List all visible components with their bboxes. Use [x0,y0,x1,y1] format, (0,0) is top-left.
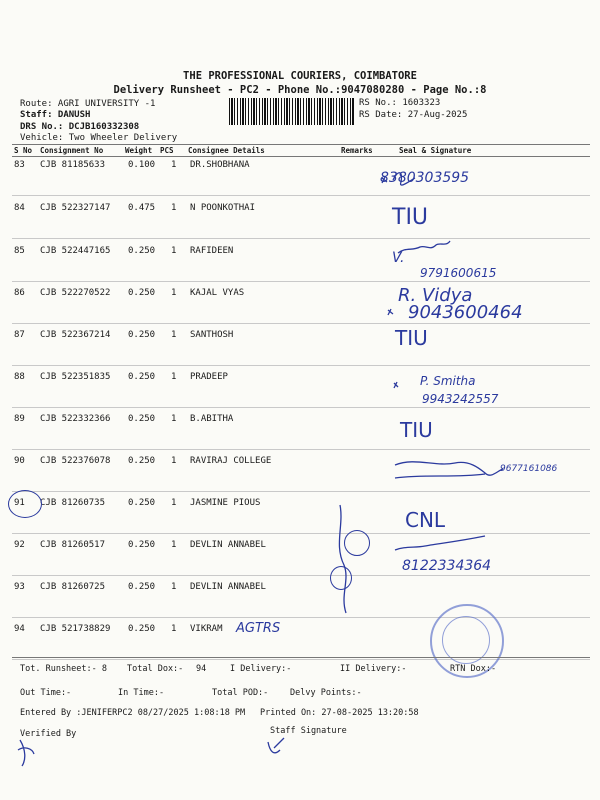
scribble-verified [18,740,34,766]
company-title: THE PROFESSIONAL COURIERS, COIMBATORE [183,70,417,82]
handwriting-r89: TIU [400,418,433,442]
total-dox-value: 94 [196,664,207,674]
cell-sno: 84 [14,203,25,213]
cell-weight: 0.250 [128,288,156,298]
runsheet-subtitle: Delivery Runsheet - PC2 - Phone No.:9047080280 - Page No.:8 [113,84,487,96]
cell-pcs: 1 [171,203,177,213]
handwriting-r86b: 9043600464 [408,302,523,323]
rs-date: RS Date: 27-Aug-2025 [359,110,468,120]
handwriting-r85a: V. [392,250,405,266]
scribble-r85 [398,241,450,253]
cell-cno: CJB 522376078 [40,456,111,466]
handwriting-r91: CNL [405,508,446,532]
cell-sno: 89 [14,414,25,424]
cell-consignee: KAJAL VYAS [190,288,245,298]
cell-sno: 83 [14,160,25,170]
cell-pcs: 1 [171,372,177,382]
cell-cno: CJB 522332366 [40,414,111,424]
cell-sno: 87 [14,330,25,340]
verified-by: Verified By [20,729,77,739]
cell-consignee: RAVIRAJ COLLEGE [190,456,272,466]
cell-sno: 88 [14,372,25,382]
printed-on: Printed On: 27-08-2025 13:20:58 [260,708,419,718]
cell-consignee: B.ABITHA [190,414,234,424]
cell-pcs: 1 [171,288,177,298]
cell-weight: 0.250 [128,624,156,634]
delvy-points: Delvy Points:- [290,688,362,698]
cell-consignee: PRADEEP [190,372,228,382]
cell-cno: CJB 522447165 [40,246,111,256]
cell-weight: 0.100 [128,160,156,170]
tot-runsheet: Tot. Runsheet:- 8 [20,664,107,674]
cell-consignee: JASMINE PIOUS [190,498,261,508]
cell-weight: 0.250 [128,246,156,256]
cell-sno: 91 [14,498,25,508]
cell-cno: CJB 522327147 [40,203,111,213]
staff: Staff: DANUSH [20,110,91,120]
cell-sno: 93 [14,582,25,592]
cell-weight: 0.250 [128,414,156,424]
total-pod: Total POD:- [212,688,269,698]
col-consignment: Consignment No [40,146,104,155]
col-weight: Weight [125,146,153,155]
cell-weight: 0.250 [128,540,156,550]
cell-pcs: 1 [171,540,177,550]
cell-sno: 92 [14,540,25,550]
total-dox: Total Dox:- [127,664,184,674]
cell-weight: 0.250 [128,498,156,508]
col-pcs: PCS [160,146,174,155]
handwriting-r85b: 9791600615 [420,266,497,280]
cell-cno: CJB 522270522 [40,288,111,298]
handwriting-r90: 9677161086 [500,464,558,474]
circle-mark-a [344,530,370,556]
scribble-r88-x [394,382,398,388]
cell-pcs: 1 [171,414,177,424]
cell-consignee: VIKRAM [190,624,223,634]
scribble-staff [268,738,284,753]
cell-cno: CJB 522367214 [40,330,111,340]
cell-pcs: 1 [171,246,177,256]
scribble-r90-line [395,474,485,478]
in-time: In Time:- [118,688,165,698]
scribble-r92 [395,536,485,550]
scribble-r90 [395,462,503,475]
col-sno: S No [14,146,33,155]
cell-cno: CJB 521738829 [40,624,111,634]
cell-consignee: SANTHOSH [190,330,234,340]
cell-sno: 90 [14,456,25,466]
cell-pcs: 1 [171,330,177,340]
scribble-r86-x [388,309,393,315]
col-consignee: Consignee Details [188,146,265,155]
cell-consignee: RAFIDEEN [190,246,234,256]
out-time: Out Time:- [20,688,72,698]
cell-pcs: 1 [171,624,177,634]
cell-weight: 0.250 [128,330,156,340]
handwriting-r87: TIU [395,326,428,350]
cell-weight: 0.475 [128,203,156,213]
cell-cno: CJB 81260725 [40,582,106,592]
handwriting-r92: 8122334364 [402,558,492,574]
cell-sno: 86 [14,288,25,298]
cell-consignee: DEVLIN ANNABEL [190,540,266,550]
rs-number: RS No.: 1603323 [359,98,441,108]
route: Route: AGRI UNIVERSITY -1 [20,99,156,109]
cell-consignee: DEVLIN ANNABEL [190,582,266,592]
vehicle: Vehicle: Two Wheeler Delivery [20,133,178,143]
handwriting-r83: 8380303595 [380,170,470,186]
col-remarks: Remarks [341,146,373,155]
cell-weight: 0.250 [128,582,156,592]
handwriting-r94: AGTRS [236,621,281,636]
cell-cno: CJB 81260517 [40,540,106,550]
cell-weight: 0.250 [128,456,156,466]
handwriting-r86a: R. Vidya [398,285,473,306]
rtn-dox: RTN Dox:- [450,664,497,674]
cell-cno: CJB 522351835 [40,372,111,382]
staff-signature: Staff Signature [270,726,347,736]
cell-cno: CJB 81260735 [40,498,106,508]
cell-pcs: 1 [171,160,177,170]
handwriting-r88b: 9943242557 [422,392,499,406]
footer-rule [12,657,590,658]
cell-pcs: 1 [171,582,177,592]
i-delivery: I Delivery:- [230,664,292,674]
cell-cno: CJB 81185633 [40,160,106,170]
handwriting-r88a: P. Smitha [420,374,476,388]
cell-consignee: DR.SHOBHANA [190,160,250,170]
cell-sno: 85 [14,246,25,256]
cell-weight: 0.250 [128,372,156,382]
cell-pcs: 1 [171,498,177,508]
scribble-bracket [339,505,346,613]
entered-by: Entered By :JENIFERPC2 08/27/2025 1:08:18 PM [20,708,246,718]
cell-sno: 94 [14,624,25,634]
ii-delivery: II Delivery:- [340,664,407,674]
cell-pcs: 1 [171,456,177,466]
col-seal: Seal & Signature [399,146,472,155]
circle-mark-b [330,566,352,590]
circle-row-91 [8,490,42,518]
drs-number: DRS No.: DCJB160332308 [20,122,140,132]
scribble-r83 [382,173,415,185]
handwriting-r84: TIU [392,205,429,230]
cell-consignee: N POONKOTHAI [190,203,256,213]
